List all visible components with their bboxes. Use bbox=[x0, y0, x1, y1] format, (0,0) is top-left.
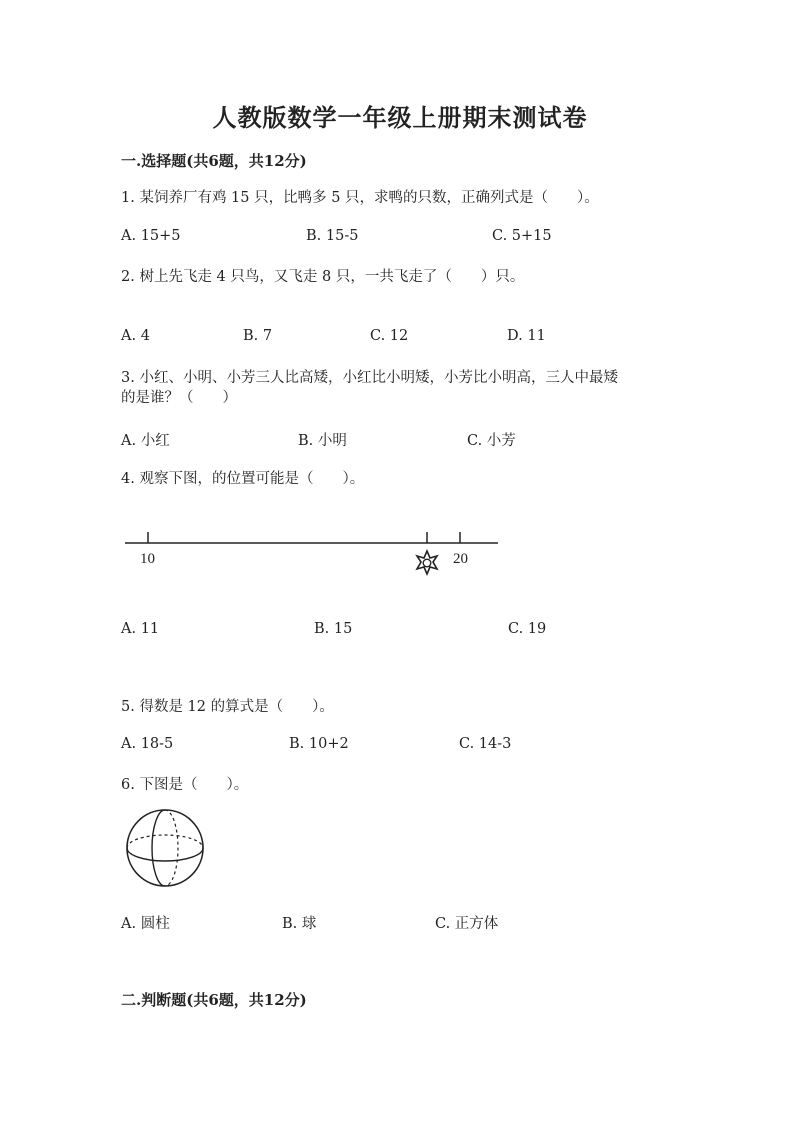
question-2: 2. 树上先飞走 4 只鸟，又飞走 8 只，一共飞走了（ ）只。 bbox=[121, 269, 525, 285]
question-3-option-a: A. 小红 bbox=[121, 433, 170, 449]
question-4-option-c: C. 19 bbox=[508, 621, 547, 637]
sphere-meridian-front bbox=[152, 810, 165, 886]
star-icon bbox=[417, 551, 437, 574]
question-4-option-b: B. 15 bbox=[314, 621, 353, 637]
question-4: 4. 观察下图，的位置可能是（ ）。 bbox=[121, 471, 365, 487]
question-1-option-a: A. 15+5 bbox=[121, 228, 181, 244]
question-2-option-a: A. 4 bbox=[121, 328, 150, 344]
question-2-option-c: C. 12 bbox=[370, 328, 409, 344]
question-5-option-c: C. 14-3 bbox=[459, 736, 512, 752]
question-6-option-c: C. 正方体 bbox=[435, 916, 499, 932]
question-1: 1. 某饲养厂有鸡 15 只，比鸭多 5 只，求鸭的只数，正确列式是（ ）。 bbox=[121, 190, 599, 206]
question-1-option-b: B. 15-5 bbox=[306, 228, 359, 244]
label-20: 20 bbox=[453, 551, 468, 567]
label-10: 10 bbox=[140, 551, 155, 567]
page-title: 人教版数学一年级上册期末测试卷 bbox=[212, 103, 588, 132]
question-2-option-d: D. 11 bbox=[507, 328, 546, 344]
sphere-meridian-back bbox=[165, 810, 178, 886]
question-3-line-1: 3. 小红、小明、小芳三人比高矮，小红比小明矮，小芳比小明高，三人中最矮 bbox=[121, 370, 618, 386]
question-5: 5. 得数是 12 的算式是（ ）。 bbox=[121, 699, 334, 715]
question-2-option-b: B. 7 bbox=[243, 328, 273, 344]
question-3-option-b: B. 小明 bbox=[298, 433, 347, 449]
sphere-equator-front bbox=[127, 848, 203, 861]
question-3-option-c: C. 小芳 bbox=[467, 433, 516, 449]
question-6-option-b: B. 球 bbox=[282, 916, 317, 932]
sphere-figure bbox=[121, 809, 211, 889]
question-6-option-a: A. 圆柱 bbox=[121, 916, 170, 932]
question-5-option-a: A. 18-5 bbox=[121, 736, 174, 752]
question-3-line-2: 的是谁？（ ） bbox=[121, 390, 237, 406]
question-4-option-a: A. 11 bbox=[121, 621, 160, 637]
sphere-equator-back bbox=[127, 835, 203, 848]
section-heading-choice: 一.选择题(共6题，共12分) bbox=[121, 152, 307, 170]
question-5-option-b: B. 10+2 bbox=[289, 736, 349, 752]
question-1-option-c: C. 5+15 bbox=[492, 228, 552, 244]
number-line-figure bbox=[122, 530, 502, 580]
question-6: 6. 下图是（ ）。 bbox=[121, 777, 249, 793]
section-heading-judgment: 二.判断题(共6题，共12分) bbox=[121, 991, 307, 1009]
sphere-outline bbox=[127, 810, 203, 886]
